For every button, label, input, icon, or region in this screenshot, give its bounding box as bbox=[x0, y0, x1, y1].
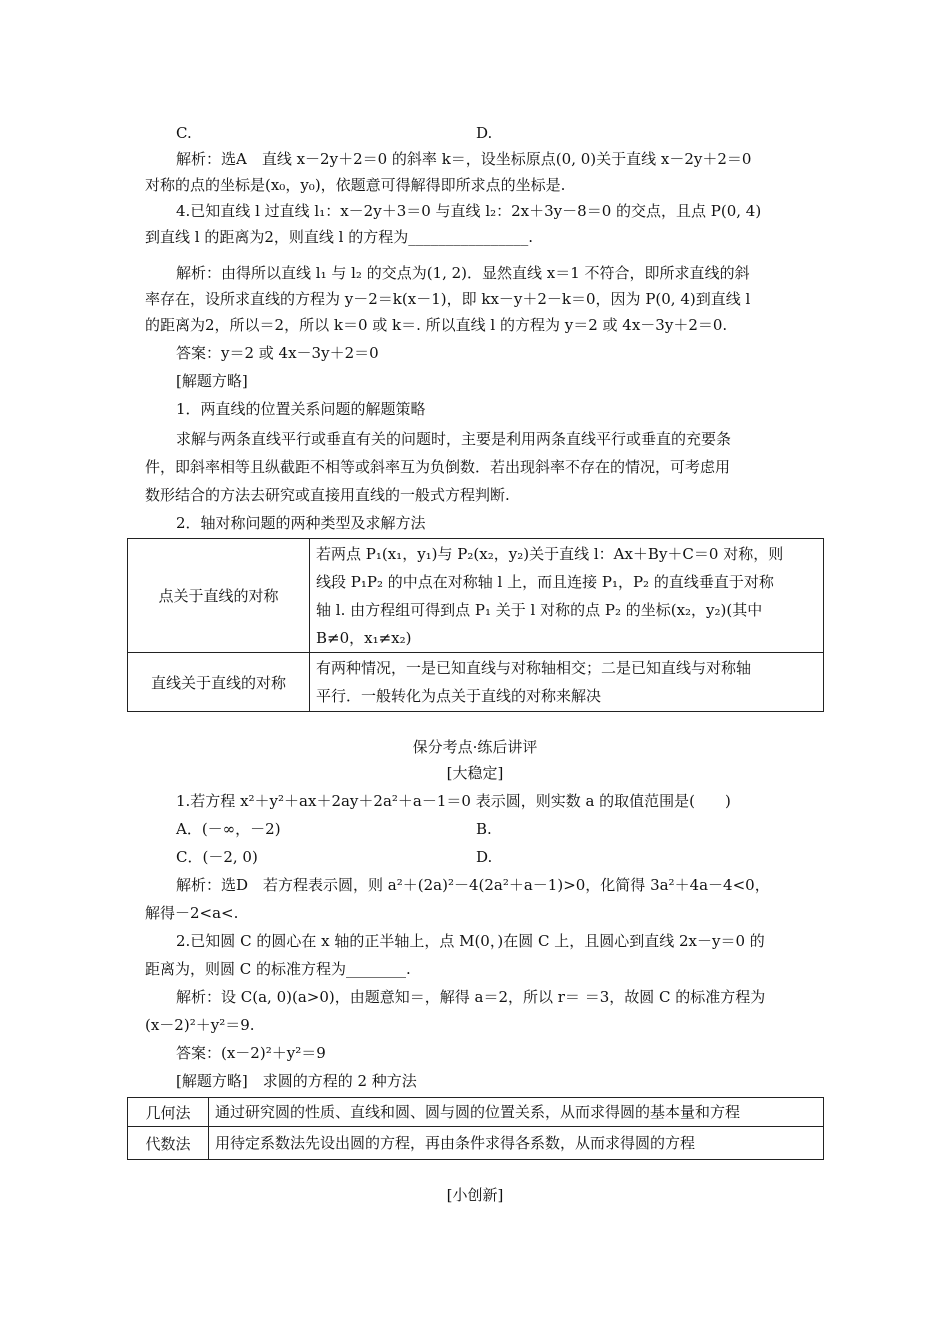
question-2-cont: 距离为，则圆 C 的标准方程为________. bbox=[145, 960, 411, 978]
table-row bbox=[128, 1127, 824, 1160]
strategy-heading: [解题方略] 求圆的方程的 2 种方法 bbox=[176, 1072, 417, 1090]
strategy-item-1: 1．两直线的位置关系问题的解题策略 bbox=[176, 400, 426, 418]
option-c: C. bbox=[176, 124, 192, 142]
question-2: 2.已知圆 C 的圆心在 x 轴的正半轴上，点 M(0，)在圆 C 上，且圆心到直线 2x－y＝0 的 bbox=[176, 932, 765, 950]
table-row bbox=[128, 1098, 824, 1127]
table-content-cell bbox=[310, 539, 824, 653]
strategy-text: 数形结合的方法去研究或直接用直线的一般式方程判断. bbox=[145, 486, 510, 504]
section-title: 保分考点·练后讲评 bbox=[412, 738, 538, 756]
table-content-cell bbox=[209, 1098, 824, 1127]
strategy-heading: [解题方略] bbox=[176, 372, 248, 390]
section-subtitle: [小创新] bbox=[446, 1186, 504, 1204]
solution-line: 解析：设 C(a, 0)(a>0)，由题意知＝，解得 a＝2，所以 r＝ ＝3，故圆 C 的标准方程为 bbox=[176, 988, 766, 1006]
solution-line: 对称的点的坐标是(x₀，y₀)，依题意可得解得即所求点的坐标是. bbox=[145, 176, 566, 194]
solution-line: 解析：由得所以直线 l₁ 与 l₂ 的交点为(1, 2)．显然直线 x＝1 不符合，即所求直线的斜 bbox=[176, 264, 750, 282]
solution-line: 解析：选A 直线 x－2y＋2＝0 的斜率 k＝，设坐标原点(0, 0)关于直线 x－2y＋2＝0 bbox=[176, 150, 752, 168]
table-label-cell bbox=[128, 653, 310, 712]
answer-line: 答案：y＝2 或 4x－3y＋2＝0 bbox=[176, 344, 379, 362]
option-d: D. bbox=[476, 124, 493, 142]
solution-line: 解得－2<a<. bbox=[145, 904, 239, 922]
solution-line: (x－2)²＋y²＝9. bbox=[145, 1016, 255, 1034]
question-4: 4.已知直线 l 过直线 l₁：x－2y＋3＝0 与直线 l₂：2x＋3y－8＝0 的交点，且点 P(0, 4) bbox=[176, 202, 762, 220]
section-subtitle: [大稳定] bbox=[446, 764, 504, 782]
circle-methods-table bbox=[127, 1097, 824, 1160]
row-label: 直线关于直线的对称 bbox=[150, 673, 286, 692]
solution-line: 解析：选D 若方程表示圆，则 a²＋(2a)²－4(2a²＋a－1)>0，化简得 3a²＋4a－4<0， bbox=[176, 876, 770, 894]
answer-line: 答案：(x－2)²＋y²＝9 bbox=[176, 1044, 326, 1062]
symmetry-table bbox=[127, 538, 824, 712]
table-label-cell bbox=[128, 539, 310, 653]
strategy-text: 求解与两条直线平行或垂直有关的问题时，主要是利用两条直线平行或垂直的充要条 bbox=[176, 430, 732, 448]
strategy-text: 件，即斜率相等且纵截距不相等或斜率互为负倒数．若出现斜率不存在的情况，可考虑用 bbox=[145, 458, 731, 476]
table-row bbox=[128, 539, 824, 653]
cell-line: 有两种情况，一是已知直线与对称轴相交；二是已知直线与对称轴 bbox=[316, 659, 752, 677]
question-1: 1.若方程 x²＋y²＋ax＋2ay＋2a²＋a－1＝0 表示圆，则实数 a 的取值范围是( ) bbox=[176, 792, 731, 810]
cell-line: 用待定系数法先设出圆的方程，再由条件求得各系数，从而求得圆的方程 bbox=[215, 1134, 696, 1152]
table-label-cell bbox=[128, 1098, 209, 1127]
option-b: B. bbox=[476, 820, 492, 838]
cell-line: 若两点 P₁(x₁，y₁)与 P₂(x₂，y₂)关于直线 l：Ax＋By＋C＝0 对称，则 bbox=[316, 544, 784, 563]
option-d: D. bbox=[476, 848, 493, 866]
table-row bbox=[128, 653, 824, 712]
cell-line: 平行．一般转化为点关于直线的对称来解决 bbox=[316, 687, 602, 705]
table-content-cell bbox=[209, 1127, 824, 1160]
solution-line: 的距离为2，所以＝2，所以 k＝0 或 k＝. 所以直线 l 的方程为 y＝2 或 4x－3y＋2＝0. bbox=[145, 316, 728, 334]
row-label: 几何法 bbox=[145, 1103, 191, 1122]
strategy-item-2: 2．轴对称问题的两种类型及求解方法 bbox=[176, 514, 426, 532]
option-a: A．(－∞，－2) bbox=[176, 820, 281, 838]
option-c: C．(－2, 0) bbox=[176, 848, 258, 866]
table-label-cell bbox=[128, 1127, 209, 1160]
cell-line: 线段 P₁P₂ 的中点在对称轴 l 上，而且连接 P₁，P₂ 的直线垂直于对称 bbox=[316, 572, 774, 591]
cell-line: 轴 l. 由方程组可得到点 P₁ 关于 l 对称的点 P₂ 的坐标(x₂，y₂)(其中 bbox=[316, 600, 763, 619]
solution-line: 率存在，设所求直线的方程为 y－2＝k(x－1)，即 kx－y＋2－k＝0，因为 P(0, 4)到直线 l bbox=[145, 290, 751, 308]
cell-line: B≠0，x₁≠x₂) bbox=[316, 628, 412, 647]
question-4-cont: 到直线 l 的距离为2，则直线 l 的方程为________________. bbox=[145, 228, 533, 246]
cell-line: 通过研究圆的性质、直线和圆、圆与圆的位置关系，从而求得圆的基本量和方程 bbox=[215, 1103, 741, 1121]
row-label: 点关于直线的对称 bbox=[158, 587, 279, 605]
table-content-cell bbox=[310, 653, 824, 712]
row-label: 代数法 bbox=[145, 1134, 191, 1153]
